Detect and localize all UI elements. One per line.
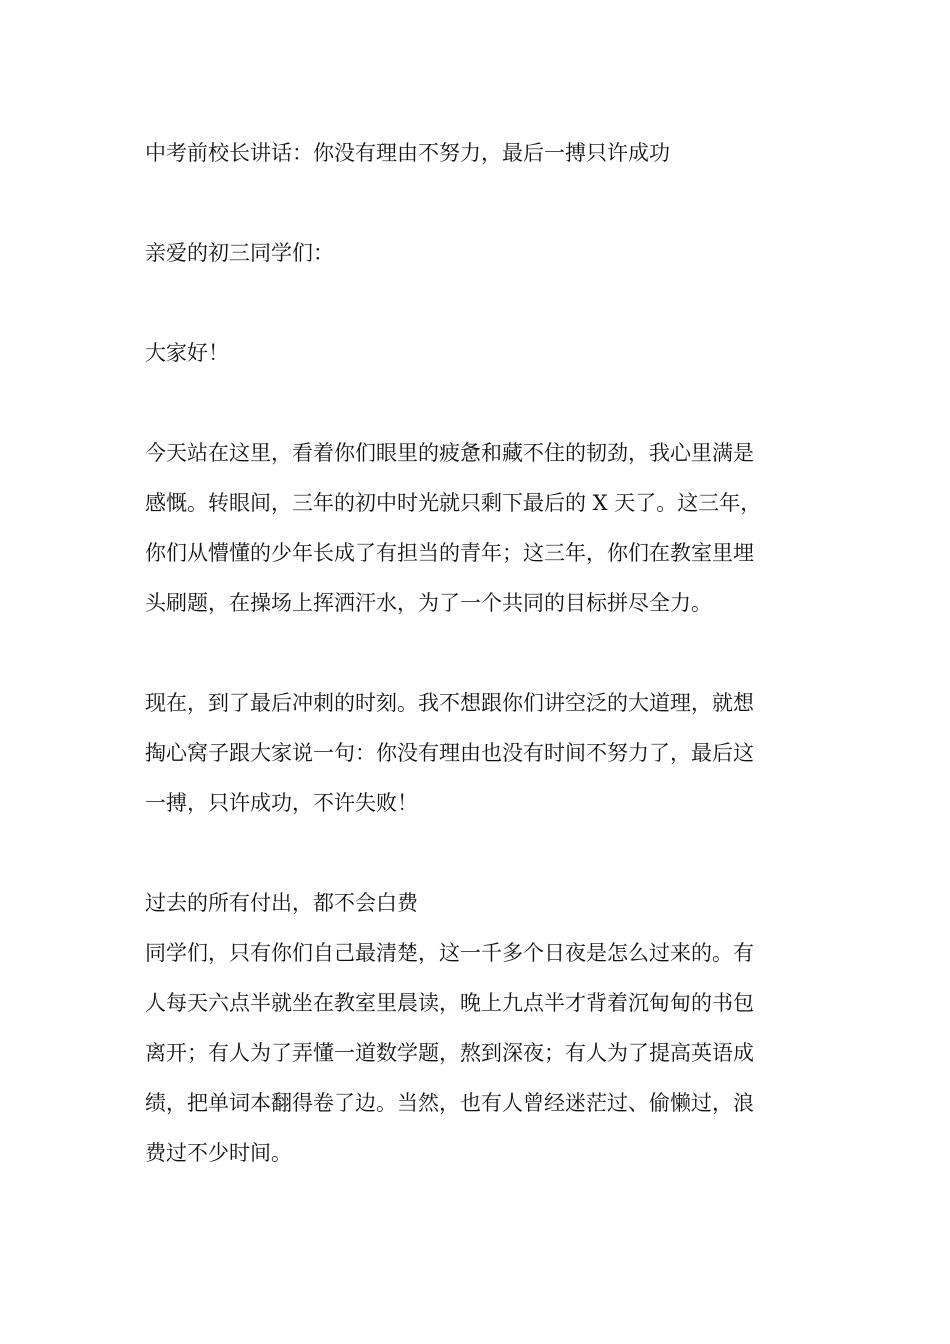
paragraph-line: 现在，到了最后冲刺的时刻。我不想跟你们讲空泛的大道理，就想 xyxy=(145,691,754,715)
paragraph-line: 人每天六点半就坐在教室里晨读，晚上九点半才背着沉甸甸的书包 xyxy=(145,991,754,1015)
salutation: 亲爱的初三同学们： xyxy=(145,241,334,265)
paragraph-2 xyxy=(145,678,809,828)
section-heading: 过去的所有付出，都不会白费 xyxy=(145,891,418,915)
spacer xyxy=(145,828,809,878)
document-body xyxy=(145,128,809,1178)
paragraph-line: 离开；有人为了弄懂一道数学题，熬到深夜；有人为了提高英语成 xyxy=(145,1041,754,1065)
paragraph-line: 绩，把单词本翻得卷了边。当然，也有人曾经迷茫过、偷懒过，浪 xyxy=(145,1091,754,1115)
greeting: 大家好！ xyxy=(145,341,229,365)
paragraph-line: 同学们，只有你们自己最清楚，这一千多个日夜是怎么过来的。有 xyxy=(145,941,754,965)
paragraph-3 xyxy=(145,928,809,1178)
paragraph-line: 一搏，只许成功，不许失败！ xyxy=(145,791,418,815)
paragraph-line: 费过不少时间。 xyxy=(145,1141,292,1165)
spacer xyxy=(145,628,809,678)
spacer xyxy=(145,278,809,328)
paragraph-line: 头刷题，在操场上挥洒汗水，为了一个共同的目标拼尽全力。 xyxy=(145,591,712,615)
document-title: 中考前校长讲话：你没有理由不努力，最后一搏只许成功 xyxy=(145,141,670,165)
spacer xyxy=(145,378,809,428)
paragraph-line: 掏心窝子跟大家说一句：你没有理由也没有时间不努力了，最后这 xyxy=(145,741,754,765)
paragraph-line: 感慨。转眼间，三年的初中时光就只剩下最后的 X 天了。这三年， xyxy=(145,491,762,515)
paragraph-line: 今天站在这里，看着你们眼里的疲惫和藏不住的韧劲，我心里满是 xyxy=(145,441,754,465)
spacer xyxy=(145,178,809,228)
paragraph-line: 你们从懵懂的少年长成了有担当的青年；这三年，你们在教室里埋 xyxy=(145,541,754,565)
paragraph-1 xyxy=(145,428,809,628)
